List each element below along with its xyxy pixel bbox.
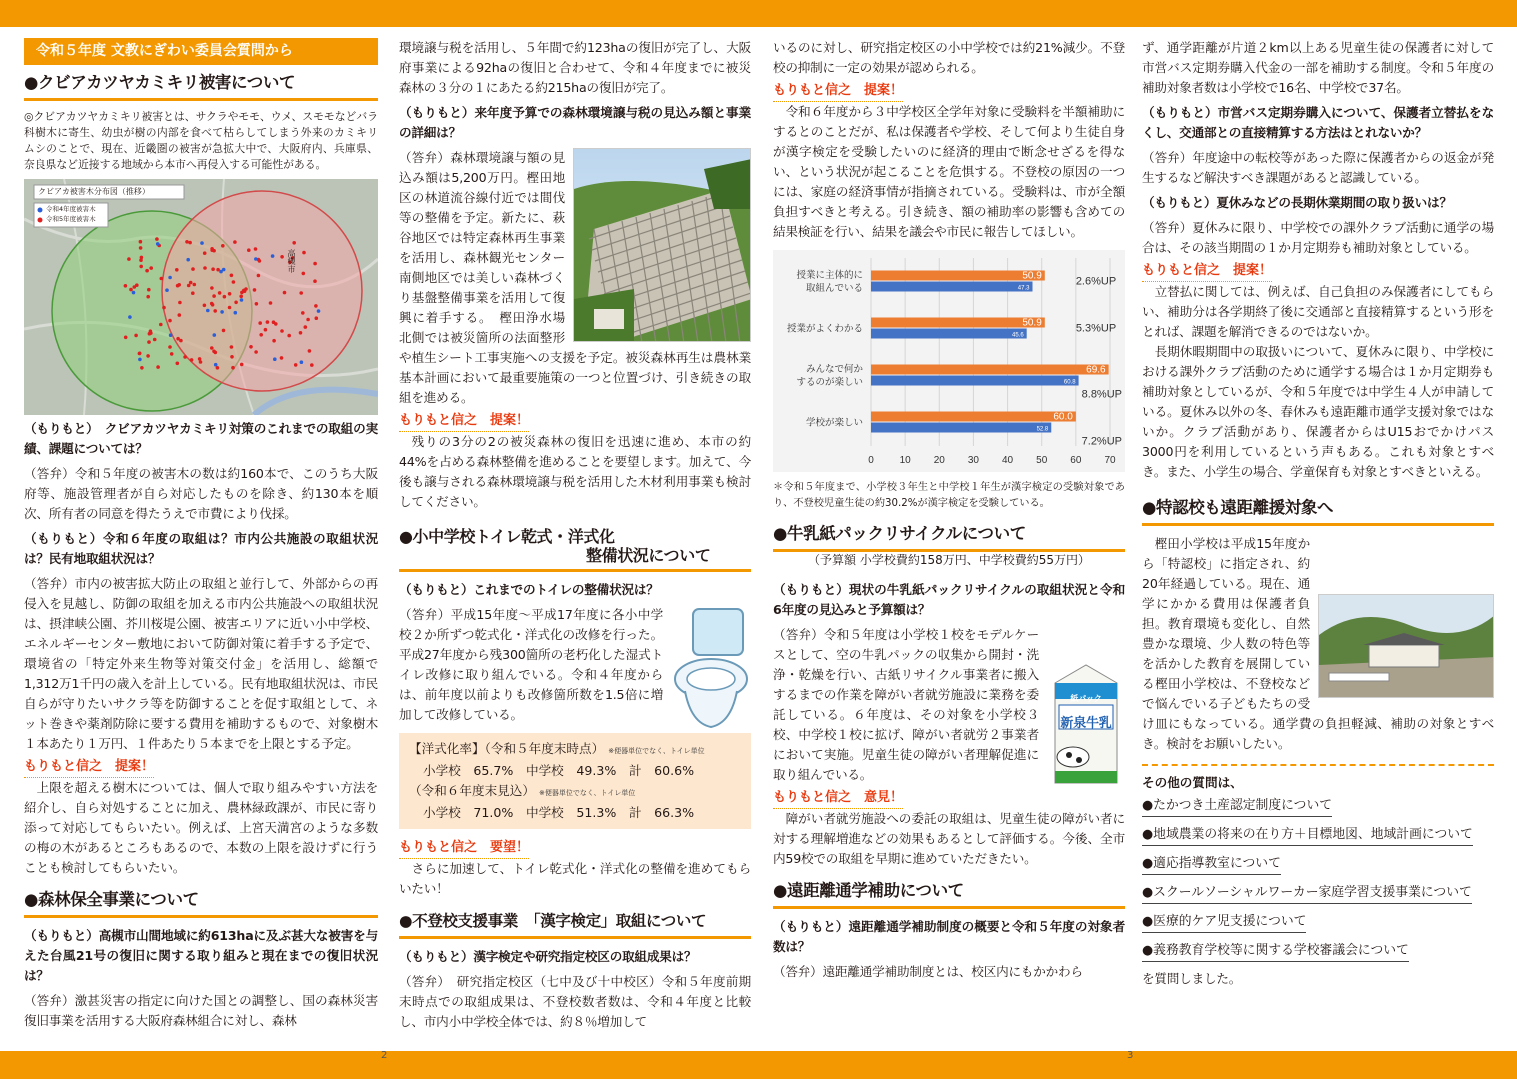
- forest-slope-photo: [573, 148, 751, 342]
- damage-point: [191, 291, 195, 295]
- wavy-divider: [1142, 764, 1494, 766]
- x-tick-label: 20: [933, 455, 945, 466]
- damage-point: [149, 266, 153, 270]
- damage-point: [219, 270, 223, 274]
- question-1: （もりもと） クビアカツヤカミキリ対策のこれまでの取組の実績、課題については？: [24, 421, 378, 456]
- damage-point: [211, 267, 215, 271]
- damage-point: [216, 366, 220, 370]
- damage-point: [283, 291, 287, 295]
- proposal-label-2: もりもと信之 提案！: [399, 411, 529, 432]
- damage-point: [230, 274, 234, 278]
- damage-point: [272, 339, 276, 343]
- damage-point: [191, 267, 195, 271]
- closing-text: を質問しました。: [1142, 971, 1242, 986]
- damage-point: [149, 329, 153, 333]
- damage-point: [300, 360, 304, 364]
- damage-point: [273, 357, 277, 361]
- damage-point: [220, 310, 224, 314]
- request-label: もりもと信之 要望！: [399, 838, 529, 859]
- toilet-illustration: [671, 605, 751, 733]
- other-question-item: ●義務教育学校等に関する学校審議会について: [1142, 941, 1409, 962]
- answer-4: [399, 148, 751, 408]
- damage-point: [317, 309, 321, 313]
- kanji-continued: いるのに対し、研究指定校区の小中学校では約21%減少。不登校の抑制に一定の効果が認められる。: [773, 40, 1125, 75]
- answer-3: （答弁）激甚災害の指定に向けた国との調整し、国の森林災害復旧事業を活用する大阪府森林組合に対し、森林: [24, 993, 378, 1028]
- heading-commute: ●遠距離通学補助について: [773, 877, 1125, 909]
- damage-point: [280, 255, 284, 259]
- x-tick-label: 40: [1002, 455, 1014, 466]
- damage-point: [168, 345, 172, 349]
- damage-point: [240, 363, 244, 367]
- damage-point: [138, 358, 142, 362]
- proposal-3: 令和６年度から３中学校区全学年対象に受験料を半額補助にするとのことだが、私は保護者や学校、そして何より生徒自身が漢字検定を受験したいのに経済的理由で断念せざるを得ない、という状況が起こることを危惧する。不登校の原因の一つには、家庭の経済事情が指摘されている。受験料は、市が全額負担すべきと考える。引き続き、額の補助率の影響も含めての結果検証を行い、結果を議会や市民に報告してほしい。: [773, 104, 1125, 239]
- damage-point: [213, 333, 217, 337]
- damage-point: [308, 349, 312, 353]
- damage-point: [198, 357, 202, 361]
- damage-point: [221, 244, 225, 248]
- damage-point: [168, 319, 172, 323]
- damage-point: [147, 340, 151, 344]
- rate-note: ※便器単位でなく、トイレ単位: [608, 747, 705, 755]
- damage-point: [299, 291, 303, 295]
- damage-point: [271, 254, 275, 258]
- x-tick-label: 50: [1036, 455, 1048, 466]
- heading-toilet-line1: ●小中学校トイレ乾式・洋式化: [399, 527, 615, 546]
- special-text-body: 樫田小学校は平成15年度から「特認校」に指定され、約20年経過している。現在、通学にかかる費用は保護者負担。教育環境も変化し、自然豊かな環境、少人数の特色等を活かした教育を展開している樫田小学校は、不登校などで悩んでいる子どもたちの受け皿にもなっている。通学費の負担軽減、補助の対象とすべき。検討をお願いしたい。: [1142, 536, 1494, 751]
- damage-point: [210, 248, 214, 252]
- damage-point: [127, 257, 131, 261]
- milk-budget: （予算額 小学校費約158万円、中学校費約55万円）: [808, 553, 1090, 567]
- rate-heading: 【洋式化率】（令和５年度末時点）: [409, 741, 605, 756]
- damage-point: [138, 352, 142, 356]
- bar-data-label: 47.3: [1017, 285, 1030, 292]
- heading-kanji: ●不登校支援事業 「漢字検定」取組について: [399, 907, 751, 939]
- damage-point: [223, 295, 227, 299]
- map-title: クビアカ被害木分布図（推移）: [38, 187, 150, 196]
- answer-9: （答弁）年度途中の転校等があった際に保護者からの返金が発生するなど解決すべき課題があると認識している。: [1142, 150, 1494, 185]
- damage-point: [299, 331, 303, 335]
- column-1: [24, 38, 378, 1046]
- special-text: [1142, 534, 1494, 754]
- other-question-item: ●医療的ケア児支援について: [1142, 912, 1306, 933]
- survey-bar-chart: [773, 250, 1125, 472]
- forest-continued: 環境譲与税を活用し、５年間で約123haの復旧が完了し、大阪府事業による92haの復旧と合わせて、令和４年度までに被災森林の３分の１にあたる約215haの復旧が完了。: [399, 40, 751, 95]
- x-tick-label: 60: [1070, 455, 1082, 466]
- damage-point: [206, 309, 210, 313]
- bar: [871, 365, 1109, 375]
- damage-point: [231, 366, 235, 370]
- up-annotation: 7.2%UP: [1081, 435, 1122, 448]
- damage-point: [155, 237, 159, 241]
- bar-data-label: 45.6: [1012, 332, 1024, 339]
- damage-point: [228, 306, 232, 310]
- question-2: （もりもと）令和６年度の取組は？市内公共施設の取組状況は？民有地取組状況は？: [24, 531, 378, 566]
- damage-point: [162, 306, 166, 310]
- damage-point: [176, 362, 180, 366]
- damage-point: [139, 246, 143, 250]
- slope-image: [574, 149, 751, 342]
- damage-point: [133, 285, 137, 289]
- damage-point: [145, 269, 149, 273]
- damage-point: [310, 363, 314, 367]
- rate-note-2: ※便器単位でなく、トイレ単位: [538, 789, 636, 797]
- damage-point: [232, 280, 236, 284]
- damage-point: [169, 333, 173, 337]
- damage-point: [165, 288, 169, 292]
- bar-data-label: 50.9: [1022, 270, 1042, 282]
- damage-point: [244, 287, 248, 291]
- damage-point: [203, 266, 207, 270]
- damage-point: [292, 241, 296, 245]
- damage-point: [124, 336, 128, 340]
- milk-carton-top: 紙パック: [1070, 694, 1102, 703]
- answer-8: （答弁）遠距離通学補助制度とは、校区内にもかかわら: [773, 964, 1083, 979]
- milk-brand: 新泉牛乳: [1060, 716, 1112, 731]
- bar-data-label: 50.9: [1022, 317, 1042, 329]
- bar-data-label: 69.6: [1086, 364, 1106, 376]
- rate-heading-r6: （令和６年度末見込）: [409, 783, 535, 798]
- damage-point: [129, 288, 133, 292]
- damage-point: [233, 240, 237, 244]
- damage-point: [259, 333, 263, 337]
- proposal-label-1: もりもと信之 提案！: [24, 757, 154, 778]
- damage-point: [176, 337, 180, 341]
- damage-point: [302, 251, 306, 255]
- damage-point: [210, 302, 214, 306]
- damage-point: [234, 311, 238, 315]
- x-tick-label: 10: [899, 455, 911, 466]
- damage-point: [314, 304, 318, 308]
- category-label: 授業に主体的に: [796, 270, 863, 281]
- category-label: みんなで何か: [805, 364, 863, 375]
- damage-point: [218, 291, 222, 295]
- school-image: [1319, 595, 1494, 698]
- damage-point: [146, 295, 150, 299]
- commute-continued: ず、通学距離が片道２km以上ある児童生徒の保護者に対して市営バス定期券購入代金の一部を補助する制度。令和５年度の補助対象者数は小学校で16名、中学校で37名。: [1142, 40, 1494, 95]
- bar: [871, 318, 1045, 328]
- bar: [871, 282, 1032, 292]
- x-tick-label: 0: [868, 455, 874, 466]
- damage-point: [313, 279, 317, 283]
- damage-point: [156, 242, 160, 246]
- opinion-label: もりもと信之 意見！: [773, 788, 903, 809]
- top-band: [0, 0, 1517, 27]
- other-questions-title: その他の質問は、: [1142, 775, 1243, 790]
- answer-7-text: （答弁）令和５年度は小学校１校をモデルケースとして、空の牛乳パックの収集から開封・洗浄・乾燥を行い、古紙リサイクル事業者に搬入するまでの作業を障がい者就労施設に業務を委託している。６年度は、その対象を小学校３校、中学校１校に拡げ、障がい者就労２事業者において実施。児童生徒の障がい者理解促進に取り組んでいる。: [773, 627, 1039, 782]
- damage-point: [240, 298, 244, 302]
- damage-point: [257, 274, 261, 278]
- heading-kubiaka: ●クビアカツヤカミキリ被害について: [24, 69, 378, 101]
- page-number-left: 2: [381, 1050, 388, 1061]
- damage-point: [178, 313, 182, 317]
- damage-point: [183, 355, 187, 359]
- heading-forest: ●森林保全事業について: [24, 886, 378, 918]
- question-10: （もりもと）夏休みなどの長期休業期間の取り扱いは？: [1142, 195, 1452, 210]
- damage-point: [153, 338, 157, 342]
- up-annotation: 2.6%UP: [1075, 275, 1117, 288]
- map-city-label: 高槻市: [287, 249, 296, 273]
- rate-r6: 小学校 71.0% 中学校 51.3% 計 66.3%: [423, 805, 695, 820]
- damage-point: [280, 329, 284, 333]
- damage-point: [264, 328, 268, 332]
- proposal-2: 残りの3分の2の被災森林の復旧を迅速に進め、本市の約44%を占める森林整備を進めることを要望します。加えて、今後も譲与される森林環境譲与税を活用した木材利用事業も検討してください。: [399, 434, 751, 509]
- bar: [871, 271, 1045, 281]
- damage-point: [280, 356, 284, 360]
- question-3: （もりもと）高槻市山間地域に約613haに及ぶ甚大な被害を与えた台風21号の復旧に関する取り組みと現在までの復旧状況は？: [24, 928, 378, 983]
- damage-point: [140, 366, 144, 370]
- damage-point: [315, 316, 319, 320]
- damage-point: [230, 345, 234, 349]
- section-banner: 令和５年度 文教にぎわい委員会質問から: [24, 38, 378, 65]
- damage-point: [210, 346, 214, 350]
- damage-point: [304, 325, 308, 329]
- damage-point: [186, 258, 190, 262]
- question-4: （もりもと）来年度予算での森林環境譲与税の見込み額と事業の詳細は？: [399, 105, 751, 140]
- damage-point: [160, 277, 164, 281]
- answer-2: （答弁）市内の被害拡大防止の取組と並行して、外部からの再侵入を見越し、防御の取組を加える市内公共施設への取組状況は、摂津峡公園、芥川桜堤公園、被害エリアに近い小中学校、エネルギーセンター敷地において防御対策に着手する予定で、環境省の「特定外来生物等対策交付金」を活用し、総額で1,312万1千円の歳入を計上している。民有地取組状況は、市民自らが守りたいサクラ等を防御することを促す取組として、ネット巻きや薬剤防除に要する費用を補助するもので、対象樹木１本あたり１万円、１件あたり５本までを上限とする予定。: [24, 576, 378, 751]
- category-label: 学校が楽しい: [805, 417, 863, 429]
- damage-point: [302, 272, 306, 276]
- damage-point: [177, 283, 181, 287]
- other-question-item: ●スクールソーシャルワーカー家庭学習支援事業について: [1142, 883, 1472, 904]
- damage-point: [178, 301, 182, 305]
- damage-point: [189, 281, 193, 285]
- kubiaka-intro: ◎クビアカツヤカミキリ被害とは、サクラやモモ、ウメ、スモモなどバラ科樹木に寄生、幼虫が樹の内部を食べて枯らしてしまう外来のカミキリムシのことで、現在、近畿圏の被害が急拡大中で、大阪府内、兵庫県、奈良県など近接する地域から本市へ再侵入する可能性がある。: [24, 110, 378, 171]
- category-label: するのが楽しい: [796, 377, 863, 388]
- proposal-1: 上限を超える樹木については、個人で取り組みやすい方法を紹介し、自ら対処することに加え、農林緑政課が、市民に寄り添って対応してもらいたい。例えば、上宮天満宮のような多数の梅の木があるところもあるので、本数の上限を設けずに行うことも検討してもらいたい。: [24, 780, 378, 875]
- question-8: （もりもと）遠距離通学補助制度の概要と令和５年度の対象者数は？: [773, 919, 1125, 954]
- damage-point: [190, 358, 194, 362]
- damage-point: [124, 284, 128, 288]
- chart-note: ＊令和５年度まで、小学校３年生と中学校１年生が漢字検定の受験対象であり、不登校児童生徒の約30.2%が漢字検定を受験している。: [773, 482, 1125, 509]
- damage-point: [255, 302, 259, 306]
- damage-point: [156, 365, 160, 369]
- heading-toilet-line2: 整備状況について: [586, 546, 711, 565]
- rate-r5: 小学校 65.7% 中学校 49.3% 計 60.6%: [423, 763, 695, 778]
- question-5: （もりもと）これまでのトイレの整備状況は？: [399, 582, 659, 597]
- damage-point: [253, 288, 257, 292]
- answer-5: [399, 605, 751, 725]
- x-tick-label: 30: [967, 455, 979, 466]
- damage-point: [132, 291, 136, 295]
- damage-point: [287, 334, 291, 338]
- damage-point: [266, 320, 270, 324]
- bar: [871, 423, 1051, 433]
- damage-point: [234, 301, 238, 305]
- damage-point: [212, 294, 216, 298]
- damage-point: [159, 323, 163, 327]
- damage-point: [239, 295, 243, 299]
- bar: [871, 376, 1079, 386]
- damage-point: [228, 292, 232, 296]
- damage-point: [139, 265, 143, 269]
- damage-point: [146, 354, 150, 358]
- school-photo: [1318, 594, 1494, 698]
- damage-point: [203, 251, 207, 255]
- damage-point: [185, 240, 189, 244]
- damage-point: [222, 329, 226, 333]
- answer-10: （答弁）夏休みに限り、中学校での課外クラブ活動に通学の場合は、その該当期間の１か月定期券も補助対象としている。: [1142, 220, 1494, 255]
- bar-data-label: 60.8: [1063, 379, 1076, 386]
- other-question-item: ●たかつき土産認定制度について: [1142, 796, 1332, 817]
- page-number-right: 3: [1127, 1050, 1134, 1061]
- damage-point: [170, 352, 174, 356]
- map-legend-r5: 令和5年度被害木: [46, 215, 96, 223]
- milk-carton-image: [1047, 661, 1125, 787]
- other-questions-list: [1142, 791, 1494, 965]
- column-2: [399, 38, 751, 1046]
- column-4: [1142, 38, 1494, 1046]
- category-label: 授業がよくわかる: [786, 323, 863, 335]
- proposal-4a: 立替払に関しては、例えば、自己負担のみ保護者にしてもらい、補助分は各学期終了後に交通部と直接精算するという形をとれば、課題を解消できるのではないか。: [1142, 284, 1494, 339]
- damage-point: [247, 248, 251, 252]
- answer-1: （答弁）令和５年度の被害木の数は約160本で、このうち大阪府等、施設管理者が自ら対応したものを除き、約130本を順次、所有者の同意を得たうえで市費により伐採。: [24, 466, 378, 521]
- toilet-icon: [671, 605, 751, 733]
- damage-point: [210, 286, 214, 290]
- damage-point: [272, 320, 276, 324]
- damage-point: [313, 262, 317, 266]
- damage-point: [128, 315, 132, 319]
- bottom-band: [0, 1051, 1517, 1079]
- proposal-label-4: もりもと信之 提案！: [1142, 261, 1272, 282]
- western-rate-box: [399, 733, 751, 829]
- bar: [871, 329, 1027, 339]
- damage-point: [249, 345, 253, 349]
- up-annotation: 5.3%UP: [1075, 322, 1117, 335]
- answer-7: [773, 625, 1125, 785]
- answer-5-text: （答弁）平成15年度〜平成17年度に各小中学校２か所ずつ乾式化・洋式化の改修を行った。平成27年度から残300箇所の老朽化した湿式トイレ改修に取り組んでいる。令和４年度からは、前年度以前よりも改修箇所数を1.5倍に増加して改修している。: [399, 607, 663, 722]
- damage-point: [203, 304, 207, 308]
- damage-point: [214, 363, 218, 367]
- damage-point: [200, 241, 204, 245]
- damage-point: [258, 321, 262, 325]
- damage-point: [193, 283, 197, 287]
- heading-special: ●特認校も遠距離援対象へ: [1142, 494, 1494, 526]
- up-annotation: 8.8%UP: [1081, 388, 1122, 401]
- damage-point: [306, 318, 310, 322]
- damage-point: [175, 268, 179, 272]
- damage-point: [230, 355, 234, 359]
- other-question-item: ●適応指導教室について: [1142, 854, 1281, 875]
- damage-point: [294, 363, 298, 367]
- damage-point: [140, 256, 144, 260]
- damage-point: [134, 334, 138, 338]
- damage-map: [24, 179, 378, 415]
- damage-point: [254, 257, 258, 261]
- bar: [871, 412, 1076, 422]
- heading-toilet: [399, 524, 751, 572]
- question-6: （もりもと）漢字検定や研究指定校区の取組成果は？: [399, 949, 697, 964]
- x-tick-label: 70: [1104, 455, 1116, 466]
- bar-chart-svg: [773, 250, 1125, 472]
- damage-point: [147, 288, 151, 292]
- other-question-item: ●地域農業の将来の在り方＋目標地図、地域計画について: [1142, 825, 1473, 846]
- damage-point: [188, 241, 192, 245]
- heading-milk: ●牛乳紙パックリサイクルについて: [773, 520, 1125, 552]
- damage-point: [212, 350, 216, 354]
- bar-data-label: 60.0: [1053, 411, 1073, 423]
- damage-point: [168, 276, 172, 280]
- damage-point: [301, 311, 305, 315]
- question-7: （もりもと）現状の牛乳紙パックリサイクルの取組状況と令和6年度の見込みと予算額は？: [773, 582, 1125, 617]
- damage-point: [213, 309, 217, 313]
- column-3: [773, 38, 1125, 1046]
- damage-point: [199, 360, 203, 364]
- request: さらに加速して、トイレ乾式化・洋式化の整備を進めてもらいたい！: [399, 861, 751, 896]
- answer-4-text: （答弁）森林環境譲与額の見込み額は5,200万円。樫田地区の林道流谷線付近では間伐等の整備を予定。新たに、萩谷地区では特定森林再生事業を活用し、森林観光センター南側地区では美しい森林づくり基盤整備事業を活用して復興に着手する。 樫田浄水場北側では被災箇所の法面整形や植生シート工事実施への支援を予定。被災森林再生は農林業基本計画において最重要施策の一つと位置づけ、引き続きの取組を進める。: [399, 150, 751, 405]
- question-9: （もりもと）市営バス定期券購入について、保護者立替払をなくし、交通部との直接精算する方法はとれないか？: [1142, 105, 1494, 140]
- damage-point: [269, 301, 273, 305]
- opinion: 障がい者就労施設への委託の取組は、児童生徒の障がい者に対する理解増進などの効果もあるとして評価する。今後、全市内59校での取組を早期に進めていただきたい。: [773, 811, 1125, 866]
- proposal-4b: 長期休暇期間中の取扱いについて、夏休みに限り、中学校における課外クラブ活動のために通学する場合は１か月定期券も補助対象としているが、令和５年度では中学生４人が申請している。夏休み以外の冬、春休みも遠距離市通学支援対象ではないか。クラブ活動があり、保護者からはU15おでかけパス3000円を利用しているという声もある。これも対象とすべき。また、小学生の場合、学童保育も対象とすべきといえる。: [1142, 344, 1494, 479]
- map-legend-r4: 令和4年度被害木: [46, 205, 96, 213]
- damage-point: [139, 240, 143, 244]
- category-label: 取組んでいる: [805, 283, 863, 294]
- proposal-label-3: もりもと信之 提案！: [773, 81, 903, 102]
- damage-point: [258, 259, 262, 263]
- damage-point: [254, 247, 258, 251]
- answer-6: （答弁） 研究指定校区（七中及び十中校区）令和５年度前期末時点での取組成果は、不登校数者数は、令和４年度と比較し、市内小中学校全体では、約８％増加して: [399, 974, 751, 1029]
- bar-data-label: 52.8: [1036, 426, 1049, 433]
- damage-point: [254, 350, 258, 354]
